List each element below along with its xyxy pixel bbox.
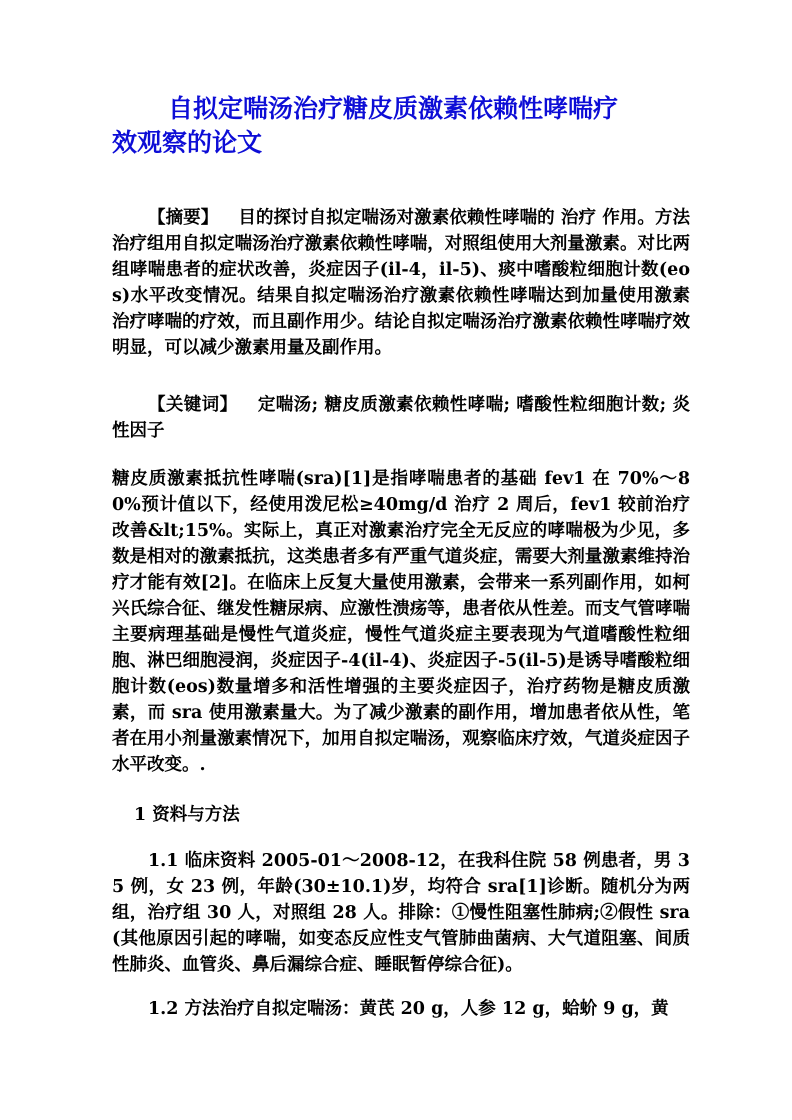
abstract-text: 目的探讨自拟定喘汤对激素依赖性哮喘的 治疗 作用。方法治疗组用自拟定喘汤治疗激素依赖性哮喘，对照组使用大剂量激素。对比两组哮喘患者的症状改善，炎症因子(il-4，il-5)、痰中嗜酸粒细胞计数(eos)水平改变情况。结果自拟定喘汤治疗激素依赖性哮喘达到加量使用激素治疗哮喘的疗效，而且副作用少。结论自拟定喘汤治疗激素依赖性哮喘疗效明显，可以减少激素用量及副作用。 xyxy=(112,208,691,358)
section-1-2-block xyxy=(112,996,690,1022)
section-1-1-block xyxy=(112,848,690,978)
section-1-2-paragraph: 1.2 方法治疗自拟定喘汤：黄芪 20 g，人参 12 g，蛤蚧 9 g，黄 xyxy=(148,999,669,1019)
section-1-heading: 1 资料与方法 xyxy=(134,805,240,825)
section-1-1-paragraph: 1.1 临床资料 2005-01～2008-12，在我科住院 58 例患者，男 35 例，女 23 例，年龄(30±10.1)岁，均符合 sra[1]诊断。随机分为两组，治疗组 30 人，对照组 28 人。排除：①慢性阻塞性肺病;②假性 sra(其他原因引起的哮喘，如变态反应性支气管肺曲菌病、大气道阻塞、间质性肺炎、血管炎、鼻后漏综合症、睡眠暂停综合征)。 xyxy=(112,851,690,975)
page-title xyxy=(112,92,692,160)
keywords-label: 【关键词】 xyxy=(148,395,238,415)
section-1-heading-block xyxy=(112,802,690,828)
keywords-paragraph xyxy=(112,392,690,444)
document-title-block xyxy=(112,92,692,160)
page-title-line-2: 效观察的论文 xyxy=(112,128,263,157)
abstract-paragraph xyxy=(112,205,690,361)
abstract-label: 【摘要】 xyxy=(148,208,219,228)
page-title-line-1: 自拟定喘汤治疗糖皮质激素依赖性哮喘疗 xyxy=(168,94,619,123)
abstract-block xyxy=(112,205,690,361)
introduction-block xyxy=(112,466,690,778)
keywords-block xyxy=(112,392,690,444)
keywords-text: 定喘汤; 糖皮质激素依赖性哮喘; 嗜酸性粒细胞计数; 炎性因子 xyxy=(112,395,691,441)
introduction-paragraph: 糖皮质激素抵抗性哮喘(sra)[1]是指哮喘患者的基础 fev1 在 70%～80%预计值以下，经使用泼尼松≥40mg/d 治疗 2 周后，fev1 较前治疗改善&lt;15%。实际上，真正对激素治疗完全无反应的哮喘极为少见，多数是相对的激素抵抗，这类患者多有严重气道炎症，需要大剂量激素维持治疗才能有效[2]。在临床上反复大量使用激素，会带来一系列副作用，如柯兴氏综合征、继发性糖尿病、应激性溃疡等，患者依从性差。而支气管哮喘主要病理基础是慢性气道炎症，慢性气道炎症主要表现为气道嗜酸性粒细胞、淋巴细胞浸润，炎症因子-4(il-4)、炎症因子-5(il-5)是诱导嗜酸粒细胞计数(eos)数量增多和活性增强的主要炎症因子，治疗药物是糖皮质激素，而 sra 使用激素量大。为了减少激素的副作用，增加患者依从性，笔者在用小剂量激素情况下，加用自拟定喘汤，观察临床疗效，气道炎症因子水平改变。. xyxy=(112,469,690,775)
